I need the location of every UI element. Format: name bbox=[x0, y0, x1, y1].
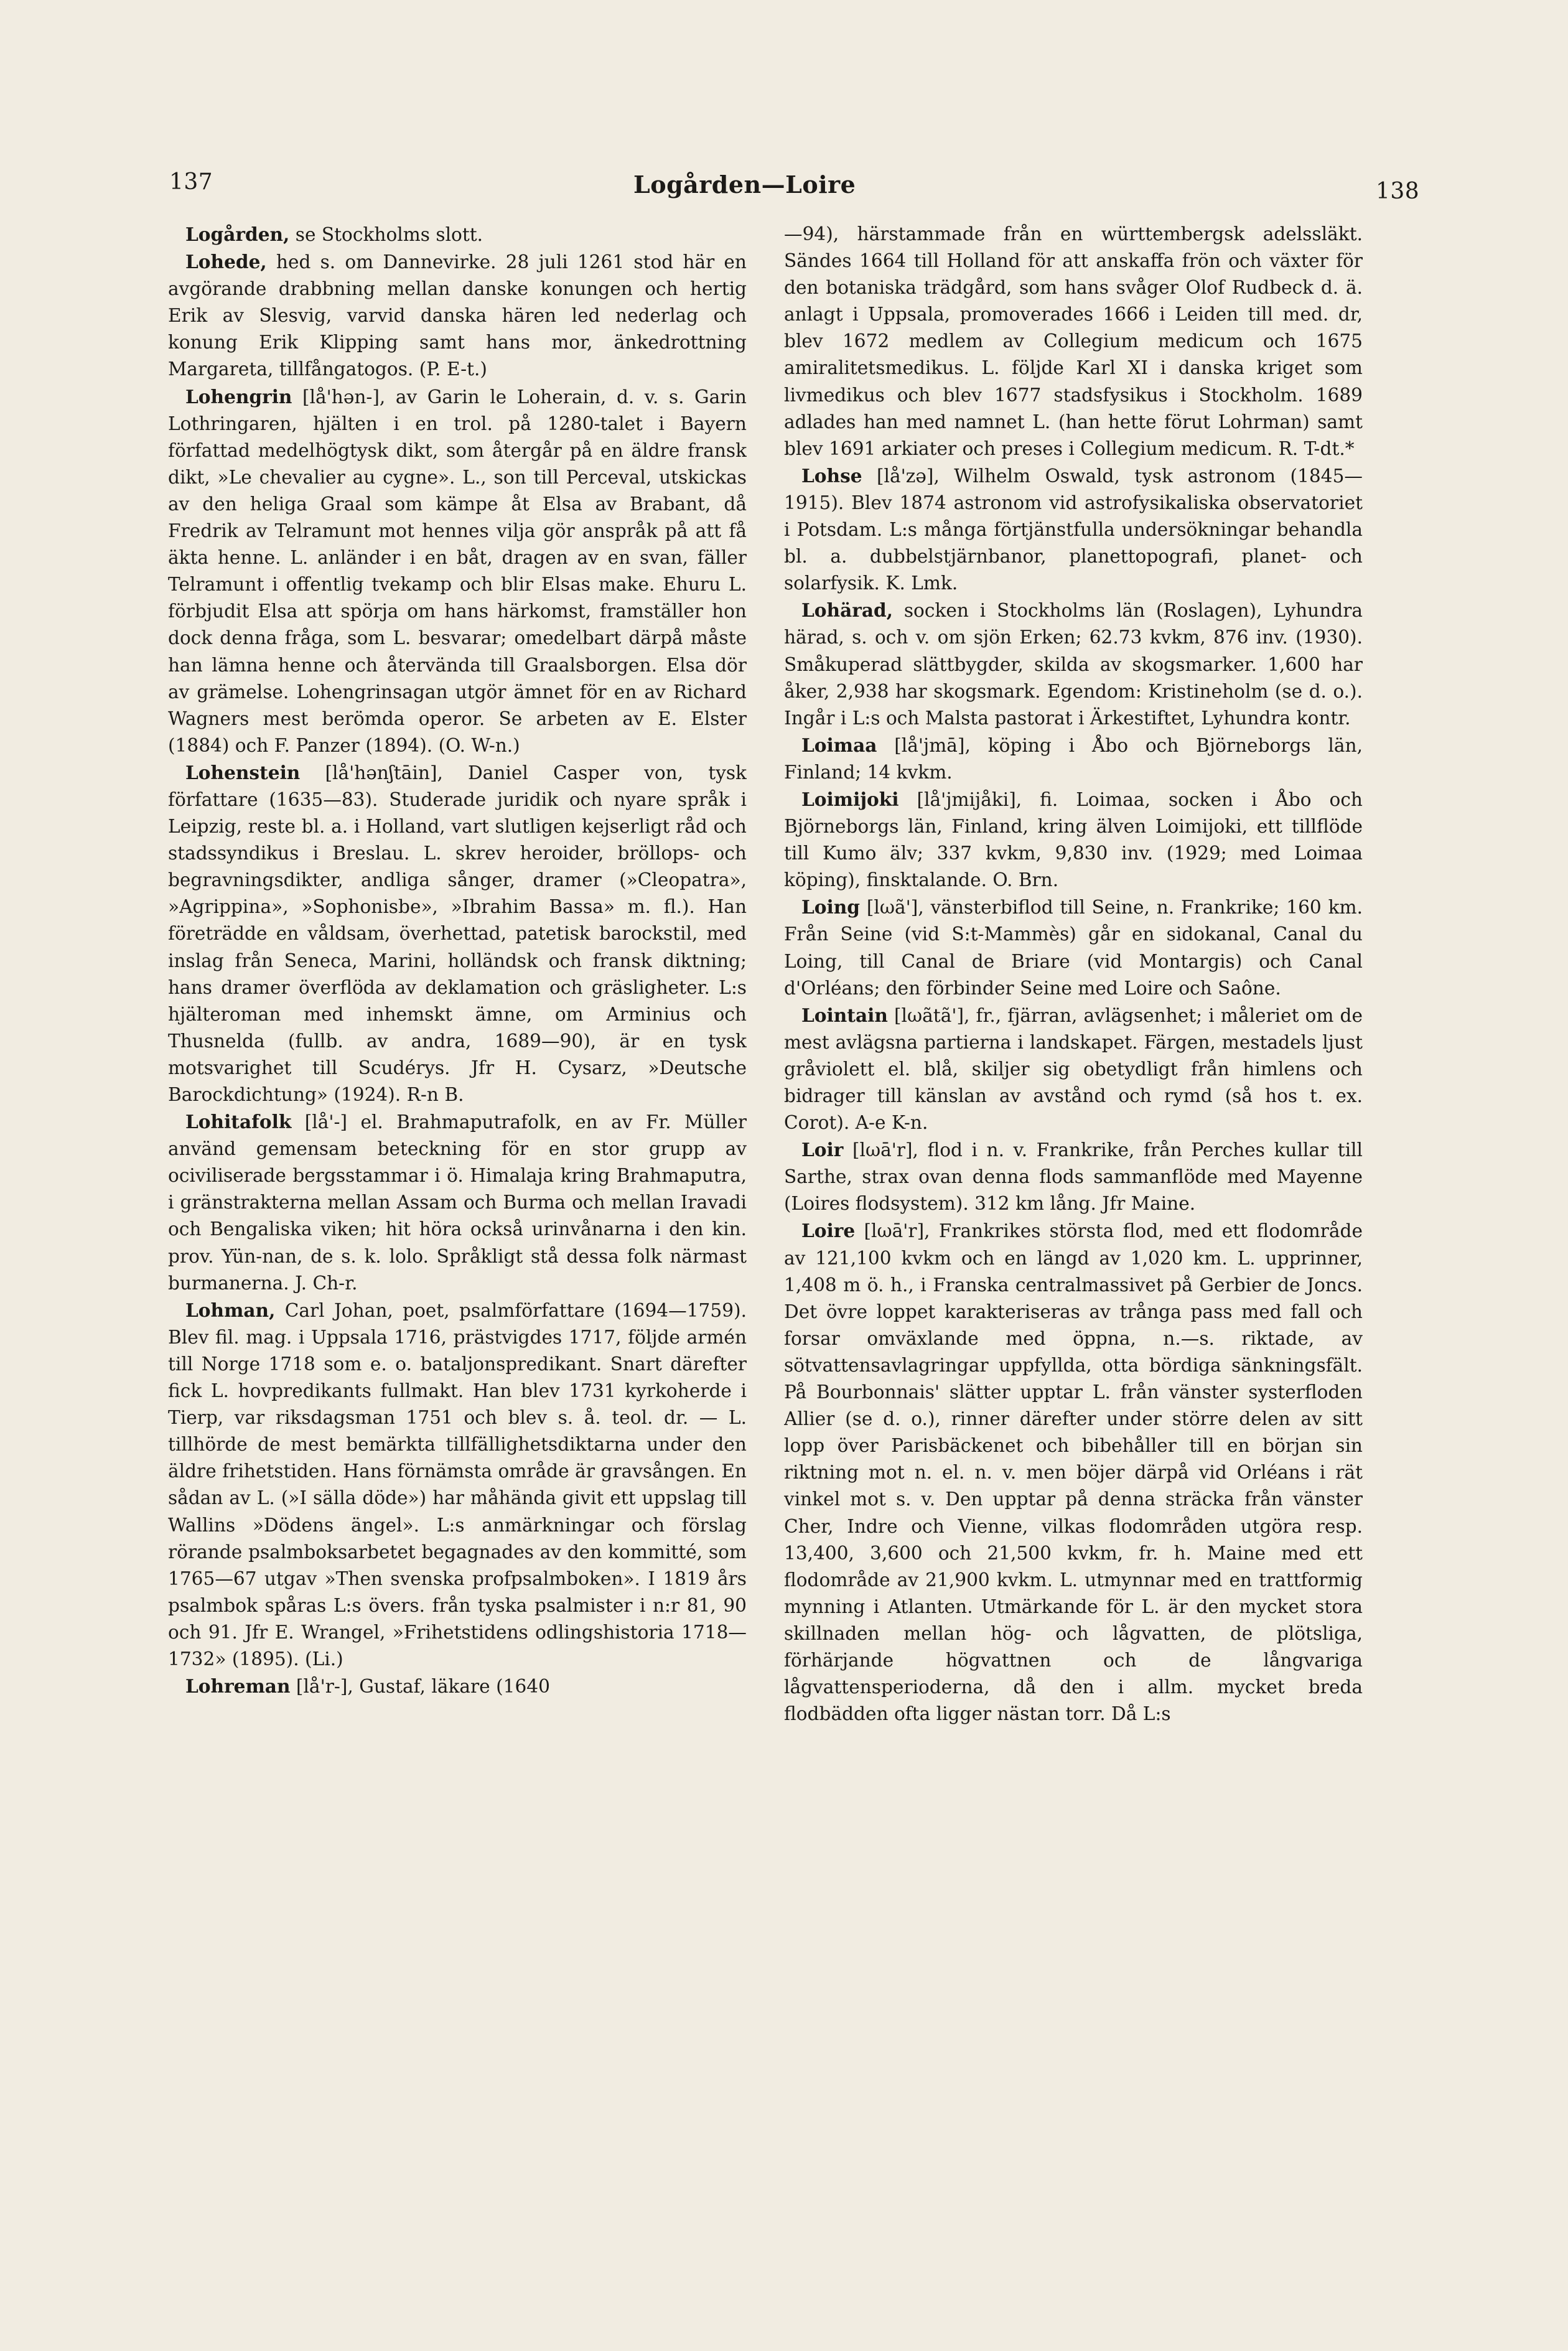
headword: Lohärad, bbox=[801, 599, 894, 622]
entry-text: [lωãtã'], fr., fjärran, avlägsenhet; i måleriet om de mest avlägsna partierna i landskapet. Färgen, mestadels ljust gråviolett el. blå, skiljer sig obetydligt från himlens och bidrager till känslan av avstånd och rymd (så hos t. ex. Corot). A-e K-n. bbox=[784, 1004, 1363, 1134]
entry-text: —94), härstammade från en württembergsk adelssläkt. Sändes 1664 till Holland för att anskaffa frön och växter för den botaniska trädgård, som hans svåger Olof Rudbeck d. ä. anlagt i Uppsala, promoverades 1666 i Leiden till med. dr, blev 1672 medlem av Collegium medicum och 1675 amiralitetsmedikus. L. följde Karl XI i danska kriget som livmedikus och blev 1677 stadsfysikus i Stockholm. 1689 adlades han med namnet L. (han hette förut Lohrman) samt blev 1691 arkiater och preses i Collegium medicum. R. T-dt.* bbox=[784, 223, 1363, 459]
entry-text: Carl Johan, poet, psalmförfattare (1694—1759). Blev fil. mag. i Uppsala 1716, prästvigdes 1717, följde armén till Norge 1718 som e. o. bataljonspredikant. Snart därefter fick L. hovpredikants fullmakt. Han blev 1731 kyrkoherde i Tierp, var riksdagsman 1751 och blev s. å. teol. dr. — L. tillhörde de mest bemärkta tillfällighetsdiktarna under den äldre frihetstiden. Hans förnämsta område är gravsången. En sådan av L. (»I sälla döde») har måhända givit ett uppslag till Wallins »Dödens ängel». L:s anmärkningar och förslag rörande psalmboksarbetet begagnades av den kommitté, som 1765—67 utgav »Then svenska profpsalmboken». I 1819 års psalmbok spåras L:s övers. från tyska psalmister i n:r 81, 90 och 91. Jfr E. Wrangel, »Frihetstidens odlingshistoria 1718—1732» (1895). (Li.) bbox=[168, 1299, 747, 1670]
headword: Lohede, bbox=[185, 251, 267, 273]
headword: Lohenstein bbox=[185, 761, 301, 783]
headword: Lointain bbox=[801, 1004, 888, 1026]
page-number-left: 137 bbox=[169, 169, 213, 195]
entry-text: [lå'jmā], köping i Åbo och Björneborgs län, Finland; 14 kvkm. bbox=[784, 734, 1363, 783]
entry-loir bbox=[784, 1136, 1363, 1217]
headword: Logården, bbox=[185, 223, 290, 245]
entry-loire bbox=[784, 1217, 1363, 1727]
entry-lohreman-continued bbox=[784, 221, 1363, 462]
entry-text: [lωã'], vänsterbiflod till Seine, n. Frankrike; 160 km. Från Seine (vid S:t-Mammès) går en sidokanal, Canal du Loing, till Canal de Briare (vid Montargis) och Canal d'Orléans; den förbinder Seine med Loire och Saône. bbox=[784, 897, 1363, 999]
left-column bbox=[168, 221, 747, 2293]
entry-lohitafolk bbox=[168, 1108, 747, 1297]
entry-text: [lå'zə], Wilhelm Oswald, tysk astronom (1845—1915). Blev 1874 astronom vid astrofysikaliska observatoriet i Potsdam. L:s många förtjänstfulla undersökningar behandla bl. a. dubbelstjärnbanor, planettopografi, planet- och solarfysik. K. Lmk. bbox=[784, 465, 1363, 594]
headword: Loimaa bbox=[801, 734, 877, 756]
headword: Lohengrin bbox=[185, 385, 292, 408]
running-title: Logården—Loire bbox=[633, 171, 856, 199]
headword: Lohreman bbox=[185, 1675, 291, 1698]
entry-lohede bbox=[168, 248, 747, 383]
entry-text: [lå'r-], Gustaf, läkare (1640 bbox=[296, 1676, 550, 1698]
entry-lointain bbox=[784, 1002, 1363, 1136]
entry-lohreman bbox=[168, 1673, 747, 1700]
headword: Lohse bbox=[801, 464, 862, 487]
entry-text: hed s. om Dannevirke. 28 juli 1261 stod här en avgörande drabbning mellan danske konungen och hertig Erik av Slesvig, varvid danska hären led nederlag och konung Erik Klipping samt hans mor, änkedrottning Margareta, tillfångatogos. (P. E-t.) bbox=[168, 251, 747, 380]
entry-lohenstein bbox=[168, 759, 747, 1108]
entry-text: se Stockholms slott. bbox=[295, 224, 483, 245]
headword: Lohman, bbox=[185, 1299, 276, 1321]
headword: Lohitafolk bbox=[185, 1111, 292, 1133]
entry-lohse bbox=[784, 462, 1363, 597]
entry-text: [lå'-] el. Brahmaputrafolk, en av Fr. Müller använd gemensam beteckning för en stor grupp av ociviliserade bergsstammar i ö. Himalaja kring Brahmaputra, i gränstrakterna mellan Assam och Burma och mellan Iravadi och Bengaliska viken; hit höra också urinvånarna i den kin. prov. Yün-nan, de s. k. lolo. Språkligt stå dessa folk närmast burmanerna. J. Ch-r. bbox=[168, 1111, 747, 1294]
headword: Loir bbox=[801, 1139, 844, 1161]
entry-loing bbox=[784, 894, 1363, 1001]
entry-text: [lå'jmijåki], fi. Loimaa, socken i Åbo och Björneborgs län, Finland, kring älven Loimijoki, ett tillflöde till Kumo älv; 337 kvkm, 9,830 inv. (1929; med Loimaa köping), finsktalande. O. Brn. bbox=[784, 788, 1363, 891]
entry-lohman bbox=[168, 1297, 747, 1673]
entry-loimaa bbox=[784, 732, 1363, 786]
page-number-right: 138 bbox=[1376, 179, 1420, 204]
entry-text: [lωā'r], Frankrikes största flod, med ett flodområde av 121,100 kvkm och en längd av 1,020 km. L. upprinner, 1,408 m ö. h., i Franska centralmassivet på Gerbier de Joncs. Det övre loppet karakteriseras av trånga pass med fall och forsar omväxlande med öppna, n.—s. riktade, av sötvattensavlagringar uppfyllda, otta bördiga sänkningsfält. På Bourbonnais' slätter upptar L. från vänster systerfloden Allier (se d. o.), rinner därefter under större delen av sitt lopp över Parisbäckenet och bibehåller till en början sin riktning mot n. el. n. v. men böjer därpå vid Orléans i rät vinkel mot s. v. Den upptar på denna sträcka från vänster Cher, Indre och Vienne, vilkas flodområden utgöra resp. 13,400, 3,600 och 21,500 kvkm, fr. h. Maine med ett flodområde av 21,900 kvkm. L. utmynnar med en trattformig mynning i Atlanten. Utmärkande för L. är den mycket stora skillnaden mellan hög- och lågvatten, de plötsliga, förhärjande högvattnen och de långvariga lågvattensperioderna, då den i allm. mycket breda flodbädden ofta ligger nästan torr. Då L:s bbox=[784, 1220, 1363, 1725]
entry-text: [lå'hən-], av Garin le Loherain, d. v. s. Garin Lothringaren, hjälten i en trol. på 1280-talet i Bayern författad medelhögtysk dikt, som återgår på en äldre fransk dikt, »Le chevalier au cygne». L., son till Perceval, utskickas av den heliga Graal som kämpe åt Elsa av Brabant, då Fredrik av Telramunt mot hennes vilja gör anspråk på att få äkta henne. L. anländer i en båt, dragen av en svan, fäller Telramunt i offentlig tvekamp och blir Elsas make. Ehuru L. förbjudit Elsa att spörja om hans härkomst, framställer hon dock denna fråga, som L. besvarar; omedelbart därpå måste han lämna henne och återvända till Graalsborgen. Elsa dör av grämelse. Lohengrinsagan utgör ämnet för en av Richard Wagners mest berömda operor. Se arbeten av E. Elster (1884) och F. Panzer (1894). (O. W-n.) bbox=[168, 386, 747, 756]
headword: Loire bbox=[801, 1220, 856, 1242]
entry-text: [lωā'r], flod i n. v. Frankrike, från Perches kullar till Sarthe, strax ovan denna flods sammanflöde med Mayenne (Loires flodsystem). 312 km lång. Jfr Maine. bbox=[784, 1139, 1363, 1215]
right-column bbox=[784, 221, 1363, 2293]
entry-loharad bbox=[784, 597, 1363, 731]
entry-lohengrin bbox=[168, 383, 747, 759]
headword: Loimijoki bbox=[801, 788, 899, 810]
entry-loimijoki bbox=[784, 786, 1363, 894]
entry-logarden bbox=[168, 221, 747, 248]
entry-text: [lå'hənʃtāin], Daniel Casper von, tysk författare (1635—83). Studerade juridik och nyare språk i Leipzig, reste bl. a. i Holland, vart slutligen kejserligt råd och stadssyndikus i Breslau. L. skrev heroider, bröllops- och begravningsdikter, andliga sånger, dramer (»Cleopatra», »Agrippina», »Sophonisbe», »Ibrahim Bassa» m. fl.). Han företrädde en våldsam, överhettad, patetisk barockstil, med inslag från Seneca, Marini, holländsk och fransk diktning; hans dramer överflöda av deklamation och gräsligheter. L:s hjälteroman med inhemskt ämne, om Arminius och Thusnelda (fullb. av andra, 1689—90), är en tysk motsvarighet till Scudérys. Jfr H. Cysarz, »Deutsche Barockdichtung» (1924). R-n B. bbox=[168, 762, 747, 1105]
entry-text: socken i Stockholms län (Roslagen), Lyhundra härad, s. och v. om sjön Erken; 62.73 kvkm, 876 inv. (1930). Småkuperad slättbygder, skilda av skogsmarker. 1,600 har åker, 2,938 har skogsmark. Egendom: Kristineholm (se d. o.). Ingår i L:s och Malsta pastorat i Ärkestiftet, Lyhundra kontr. bbox=[784, 600, 1363, 729]
headword: Loing bbox=[801, 896, 860, 918]
